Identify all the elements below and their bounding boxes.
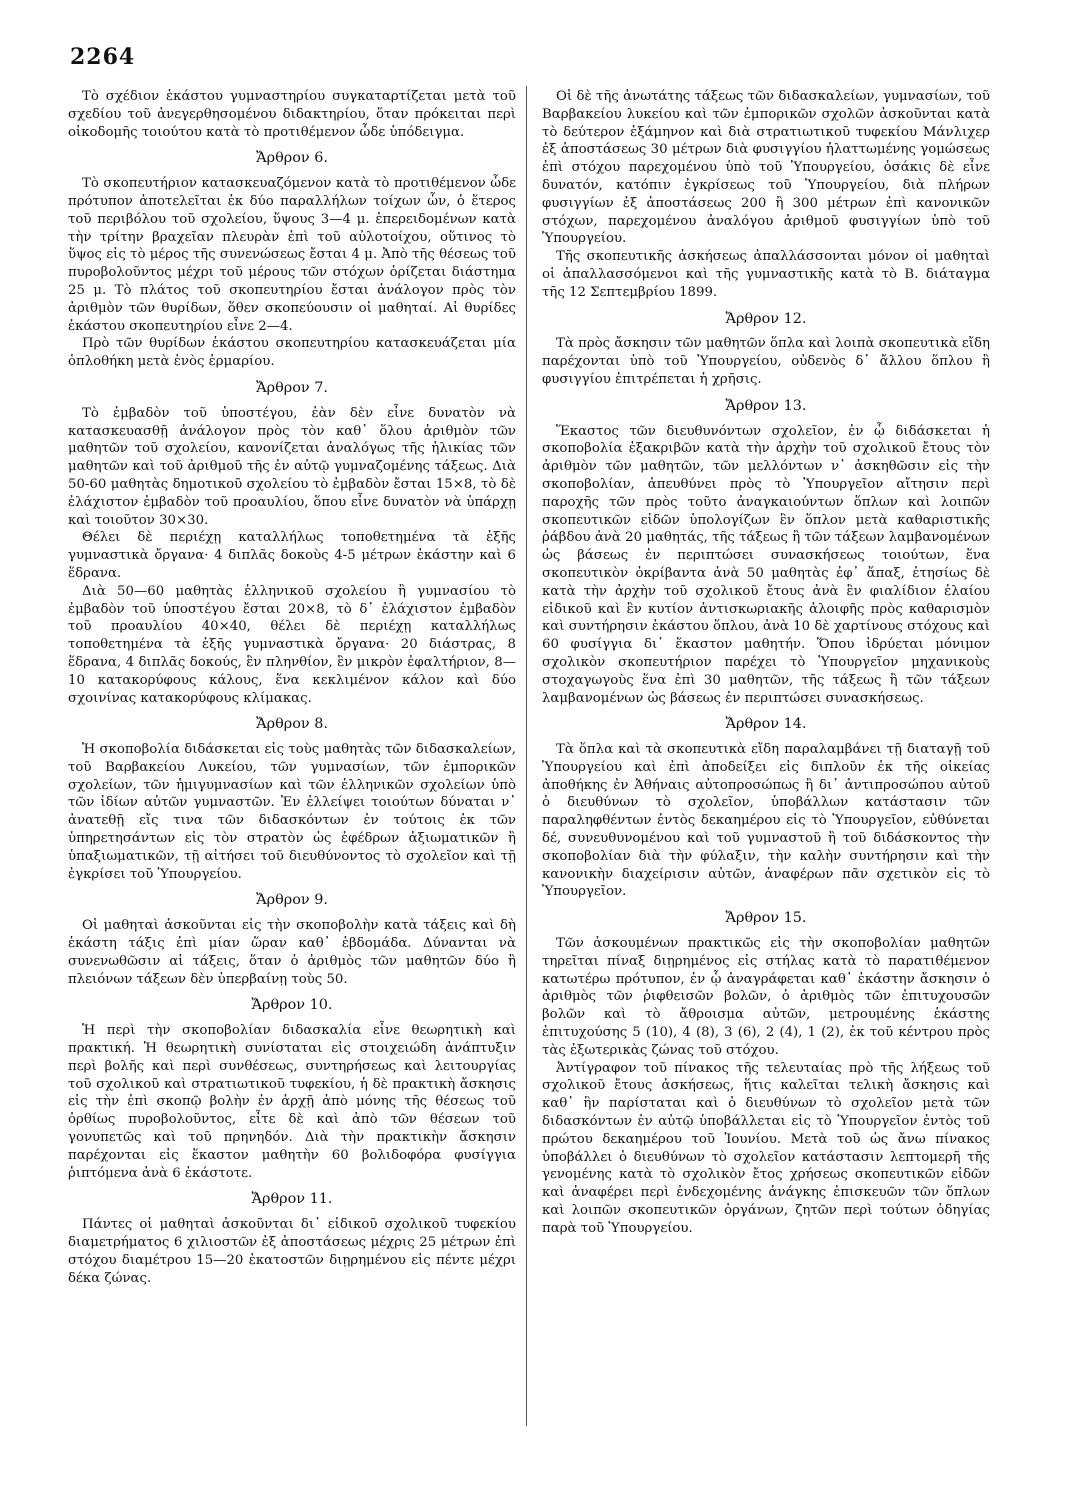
paragraph: Τὸ ἐμβαδὸν τοῦ ὑποστέγου, ἐὰν δὲν εἶνε δυνατὸν νὰ κατασκευασθῇ ἀνάλογον πρὸς τὸν καθ᾽ ὅλου ἀριθμὸν τῶν μαθητῶν τοῦ σχολείου, κανονίζεται ἀναλόγως τῆς ἡλικίας τῶν μαθητῶν καὶ τοῦ ἀριθμοῦ τῆς ἐν αὐτῷ γυμναζομένης τάξεως. Διὰ 50-60 μαθητὰς δημοτικοῦ σχολείου τὸ ἐμβαδὸν ἔσται 15×8, τὸ δὲ ἐλάχιστον ἐμβαδὸν τοῦ προαυλίου, ὅπου εἶνε δυνατὸν νὰ ὑπάρχῃ καὶ τοιοῦτον 30×30.: [68, 405, 516, 528]
paragraph: Πάντες οἱ μαθηταὶ ἀσκοῦνται δι᾽ εἰδικοῦ σχολικοῦ τυφεκίου διαμετρήματος 6 χιλιοστῶν ἐξ ἀποστάσεως μέχρις 25 μέτρων ἐπὶ στόχου διαμέτρου 15—20 ἑκατοστῶν διῃρημένου εἰς πέντε μέχρι δέκα ζώνας.: [68, 1217, 516, 1286]
paragraph: Τῶν ἀσκουμένων πρακτικῶς εἰς τὴν σκοποβολίαν μαθητῶν τηρεῖται πίναξ διῃρημένος εἰς στήλας κατὰ τὸ παρατιθέμενον κατωτέρω πρότυπον, ἐν ᾧ ἀναγράφεται καθ᾽ ἑκάστην ἄσκησιν ὁ ἀριθμὸς τῶν ῥιφθεισῶν βολῶν, ὁ ἀριθμὸς τῶν ἐπιτυχουσῶν βολῶν καὶ τὸ ἄθροισμα αὐτῶν, μετρουμένης ἑκάστης ἐπιτυχούσης 5 (10), 4 (8), 3 (6), 2 (4), 1 (2), ἐκ τοῦ κέντρου πρὸς τὰς ἐξωτερικὰς ζώνας τοῦ στόχου.: [542, 936, 990, 1058]
page-number: 2264: [70, 44, 136, 70]
left-column: [68, 88, 516, 1287]
paragraph: Τὰ πρὸς ἄσκησιν τῶν μαθητῶν ὅπλα καὶ λοιπὰ σκοπευτικὰ εἴδη παρέχονται ὑπὸ τοῦ Ὑπουργείου, οὐδενὸς δ᾽ ἄλλου ὅπλου ἢ φυσιγγίου ἐπιτρέπεται ἡ χρῆσις.: [542, 336, 990, 387]
paragraph: Τὸ σκοπευτήριον κατασκευαζόμενον κατὰ τὸ προτιθέμενον ὧδε πρότυπον ἀποτελεῖται ἐκ δύο παραλλήλων τοίχων ὧν, ὁ ἕτερος τοῦ περιβόλου τοῦ σχολείου, ὕψους 3—4 μ. ἐπερειδομένων κατὰ τὴν τρίτην βραχεῖαν πλευρὰν ἐπὶ τοῦ αὐλοτοίχου, οὕτινος τὸ ὕψος εἰς τὸ μέρος τῆς συνενώσεως ἔσται 4 μ. Ἀπὸ τῆς θέσεως τοῦ πυροβολοῦντος μέχρι τοῦ μέρους τῶν στόχων ὁρίζεται διάστημα 25 μ. Τὸ πλάτος τοῦ σκοπευτηρίου ἔσται ἀνάλογον πρὸς τὸν ἀριθμὸν τῶν θυρίδων, ὅθεν σκοπεύουσιν οἱ μαθηταί. Αἱ θυρίδες ἑκάστου σκοπευτηρίου εἶνε 2—4.: [68, 176, 516, 334]
article-heading: Ἄρθρον 14.: [725, 716, 807, 733]
paragraph: Ἡ σκοποβολία διδάσκεται εἰς τοὺς μαθητὰς τῶν διδασκαλείων, τοῦ Βαρβακείου Λυκείου, τῶν γυμνασίων, τῶν ἐμπορικῶν σχολείων, τῶν ἡμιγυμνασίων καὶ τῶν ἑλληνικῶν σχολείων ὑπὸ τῶν ἰδίων αὐτῶν γυμναστῶν. Ἐν ἐλλείψει τοιούτων δύναται ν᾽ ἀνατεθῇ εἴς τινα τῶν διδασκόντων ἐν τούτοις ἐκ τῶν ὑπηρετησάντων εἰς τὸν στρατὸν ὡς ἐφέδρων ἀξιωματικῶν ἢ ὑπαξιωματικῶν, τῇ αἰτήσει τοῦ διευθύνοντος τὸ σχολεῖον καὶ τῇ ἐγκρίσει τοῦ Ὑπουργείου.: [68, 742, 516, 882]
article-heading: Ἄρθρον 10.: [251, 997, 333, 1014]
paragraph: Διὰ 50—60 μαθητὰς ἑλληνικοῦ σχολείου ἢ γυμνασίου τὸ ἐμβαδὸν τοῦ ὑποστέγου ἔσται 20×8, τὸ δ᾽ ἐλάχιστον ἐμβαδὸν τοῦ προαυλίου 40×40, θέλει δὲ περιέχῃ καταλλήλως τοποθετημένα τὰ ἑξῆς γυμναστικὰ ὄργανα· 20 διάστρας, 8 ἕδρανα, 4 διπλᾶς δοκούς, ἓν πληνθίον, ἓν μικρὸν ἐφαλτήριον, 8—10 κατακορύφους κάλους, ἕνα κεκλιμένον κάλον καὶ δύο σχοινίνας κατακορύφους κλίμακας.: [68, 583, 516, 706]
paragraph: Τὸ σχέδιον ἑκάστου γυμναστηρίου συγκαταρτίζεται μετὰ τοῦ σχεδίου τοῦ ἀνεγερθησομένου διδακτηρίου, ὅταν πρόκειται περὶ οἰκοδομῆς τοιούτου κατὰ τὸ προτιθέμενον ὧδε ὑπόδειγμα.: [68, 89, 516, 140]
article-heading: Ἄρθρον 7.: [256, 379, 328, 396]
article-heading: Ἄρθρον 12.: [725, 310, 807, 327]
paragraph: Ἕκαστος τῶν διευθυνόντων σχολεῖον, ἐν ᾧ διδάσκεται ἡ σκοποβολία ἐξακριβῶν κατὰ τὴν ἀρχὴν τοῦ σχολικοῦ ἔτους τὸν ἀριθμὸν τῶν μαθητῶν, τῶν μελλόντων ν᾽ ἀσκηθῶσιν εἰς τὴν σκοποβολίαν, ἀπευθύνει πρὸς τὸ Ὑπουργεῖον αἴτησιν περὶ παροχῆς τῶν πρὸς τοῦτο ἀναγκαιούντων ὅπλων καὶ λοιπῶν σκοπευτικῶν εἰδῶν ὑπολογίζων ἓν ὅπλον μετὰ καθαριστικῆς ῥάβδου ἀνὰ 20 μαθητάς, τῆς τάξεως ἢ τῶν τάξεων λαμβανομένων ὡς βάσεως ἐν περιπτώσει συνασκήσεως τοιούτων, ἕνα σκοπευτικὸν ὀκρίβαντα ἀνὰ 50 μαθητὰς ἐφ᾽ ἅπαξ, ἐτησίως δὲ κατὰ τὴν ἀρχὴν τοῦ σχολικοῦ ἔτους ἀνὰ ἓν φιαλίδιον ἐλαίου εἰδικοῦ καὶ ἓν κυτίον ἀντισκωριακῆς ἀλοιφῆς πρὸς καθαρισμὸν καὶ συντήρησιν ἑκάστου ὅπλου, ἀνὰ 10 δὲ χαρτίνους στόχους καὶ 60 φυσίγγια δι᾽ ἕκαστον μαθητήν. Ὅπου ἱδρύεται μόνιμον σχολικὸν σκοπευτήριον παρέχει τὸ Ὑπουργεῖον μηχανικοὺς στοχαγωγοὺς ἕνα ἐπὶ 30 μαθητῶν, τῆς τάξεως ἢ τῶν τάξεων λαμβανομένων ὡς βάσεως ἐν περιπτώσει συνασκήσεως.: [542, 423, 990, 706]
paragraph: Οἱ δὲ τῆς ἀνωτάτης τάξεως τῶν διδασκαλείων, γυμνασίων, τοῦ Βαρβακείου λυκείου καὶ τῶν ἐμπορικῶν σχολῶν ἀσκοῦνται κατὰ τὸ δεύτερον ἑξάμηνον καὶ διὰ στρατιωτικοῦ τυφεκίου Μάνλιχερ ἐξ ἀποστάσεως 30 μέτρων διὰ φυσιγγίου ἠλαττωμένης γομώσεως ἐπὶ στόχου παρεχομένου ὑπὸ τοῦ Ὑπουργείου, ὁσάκις δὲ εἶνε δυνατόν, κατόπιν ἐγκρίσεως τοῦ Ὑπουργείου, διὰ πλήρων φυσιγγίων ἐξ ἀποστάσεως 200 ἢ 300 μέτρων ἐπὶ κανονικῶν στόχων, παρεχομένου ἀναλόγου ἀριθμοῦ φυσιγγίων ὑπὸ τοῦ Ὑπουργείου.: [542, 89, 990, 247]
article-heading: Ἄρθρον 15.: [725, 910, 807, 927]
article-heading: Ἄρθρον 13.: [725, 397, 807, 414]
paragraph: Τὰ ὅπλα καὶ τὰ σκοπευτικὰ εἴδη παραλαμβάνει τῇ διαταγῇ τοῦ Ὑπουργείου καὶ ἐπὶ ἀποδείξει εἰς διπλοῦν ἐκ τῆς οἰκείας ἀποθήκης ἐν Ἀθήναις αὐτοπροσώπως ἢ δι᾽ ἀντιπροσώπου αὐτοῦ ὁ διευθύνων τὸ σχολεῖον, ὑποβάλλων κατάστασιν τῶν παραληφθέντων ἐντὸς δεκαημέρου εἰς τὸ Ὑπουργεῖον, εὐθύνεται δέ, συνευθυνομένου καὶ τοῦ γυμναστοῦ ἢ τοῦ διδάσκοντος τὴν σκοποβολίαν διὰ τὴν φύλαξιν, τὴν καλὴν συντήρησιν καὶ τὴν κανονικὴν διαχείρισιν αὐτῶν, ἀναφέρων πᾶν σχετικὸν εἰς τὸ Ὑπουργεῖον.: [542, 742, 990, 900]
paragraph: Πρὸ τῶν θυρίδων ἑκάστου σκοπευτηρίου κατασκευάζεται μία ὁπλοθήκη μετὰ ἑνὸς ἑρμαρίου.: [68, 336, 516, 370]
paragraph: Ἡ περὶ τὴν σκοποβολίαν διδασκαλία εἶνε θεωρητικὴ καὶ πρακτική. Ἡ θεωρητικὴ συνίσταται εἰς στοιχειώδη ἀνάπτυξιν περὶ βολῆς καὶ περὶ συνθέσεως, συντηρήσεως καὶ λειτουργίας τοῦ σχολικοῦ καὶ στρατιωτικοῦ τυφεκίου, ἡ δὲ πρακτικὴ ἄσκησις εἰς τὴν ἐπὶ σκοπῷ βολὴν ἐν ἀρχῇ ἀπὸ μόνης τῆς θέσεως τοῦ ὀρθίως πυροβολοῦντος, εἶτε δὲ καὶ ἀπὸ τῶν θέσεων τοῦ γονυπετῶς καὶ τοῦ πρηνηδόν. Διὰ τὴν πρακτικὴν ἄσκησιν παρέχονται εἰς ἕκαστον μαθητὴν 60 βολιδοφόρα φυσίγγια ῥιπτόμενα ἀνὰ 6 ἑκάστοτε.: [68, 1023, 516, 1181]
article-heading: Ἄρθρον 9.: [256, 892, 328, 909]
paragraph: Ἀντίγραφον τοῦ πίνακος τῆς τελευταίας πρὸ τῆς λήξεως τοῦ σχολικοῦ ἔτους ἀσκήσεως, ἥτις καλεῖται τελικὴ ἄσκησις καὶ καθ᾽ ἣν παρίσταται καὶ ὁ διευθύνων τὸ σχολεῖον μετὰ τῶν διδασκόντων ἐν αὐτῷ ὑποβάλλεται εἰς τὸ Ὑπουργεῖον ἐντὸς τοῦ πρώτου δεκαημέρου τοῦ Ἰουνίου. Μετὰ τοῦ ὡς ἄνω πίνακος ὑποβάλλει ὁ διευθύνων τὸ σχολεῖον κατάστασιν λεπτομερῆ τῆς γενομένης κατὰ τὸ σχολικὸν ἔτος χρήσεως σκοπευτικῶν εἰδῶν καὶ ἀναφέρει περὶ ἐνδεχομένης ἀνάγκης ἐπισκευῶν τῶν ὅπλων καὶ λοιπῶν σκοπευτικῶν ὀργάνων, ζητῶν περὶ τούτων ὁδηγίας παρὰ τοῦ Ὑπουργείου.: [542, 1060, 990, 1236]
column-divider: [526, 86, 527, 1426]
article-heading: Ἄρθρον 6.: [256, 150, 328, 167]
paragraph: Οἱ μαθηταὶ ἀσκοῦνται εἰς τὴν σκοποβολὴν κατὰ τάξεις καὶ δὴ ἑκάστη τάξις ἐπὶ μίαν ὥραν καθ᾽ ἑβδομάδα. Δύνανται νὰ συνενωθῶσιν αἱ τάξεις, ὅταν ὁ ἀριθμὸς τῶν μαθητῶν δύο ἢ πλειόνων τάξεων δὲν ὑπερβαίνῃ τοὺς 50.: [68, 918, 516, 987]
right-column: [542, 88, 990, 1238]
article-heading: Ἄρθρον 11.: [251, 1191, 333, 1208]
paragraph: Θέλει δὲ περιέχῃ καταλλήλως τοποθετημένα τὰ ἑξῆς γυμναστικὰ ὄργανα· 4 διπλᾶς δοκοὺς 4-5 μέτρων ἑκάστην καὶ 6 ἕδρανα.: [68, 530, 516, 581]
article-heading: Ἄρθρον 8.: [256, 716, 328, 733]
paragraph: Τῆς σκοπευτικῆς ἀσκήσεως ἀπαλλάσσονται μόνον οἱ μαθηταὶ οἱ ἀπαλλασσόμενοι καὶ τῆς γυμναστικῆς κατὰ τὸ Β. διάταγμα τῆς 12 Σεπτεμβρίου 1899.: [542, 249, 990, 300]
